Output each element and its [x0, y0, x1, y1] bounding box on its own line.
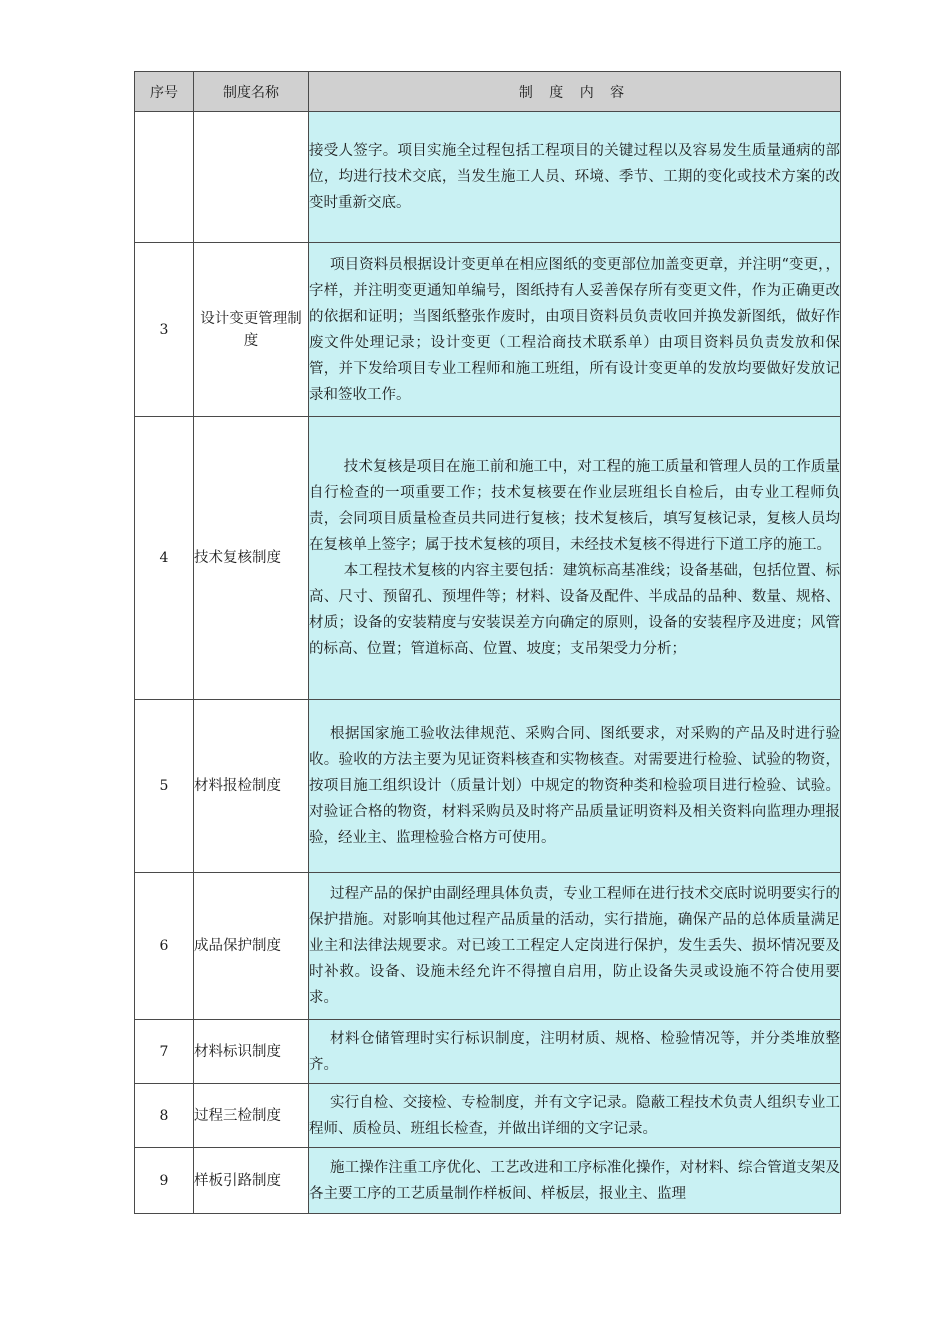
content-paragraph: 根据国家施工验收法律规范、采购合同、图纸要求，对采购的产品及时进行验收。验收的方法主要为见证资料核查和实物核查。对需要进行检验、试验的物资，按项目施工组织设计（质量计划）中规定的物资种类和检验项目进行检验、试验。对验证合格的物资，材料采购员及时将产品质量证明资料及相关资料向监理办理报验，经业主、监理检验合格方可使用。 [309, 726, 840, 846]
content-paragraph: 本工程技术复核的内容主要包括：建筑标高基准线；设备基础，包括位置、标高、尺寸、预留孔、预埋件等；材料、设备及配件、半成品的品种、数量、规格、材质；设备的安装精度与安装误差方向确定的原则，设备的安装程序及进度；风管的标高、位置；管道标高、位置、坡度；支吊架受力分析； [309, 563, 840, 657]
regulation-content [309, 243, 841, 417]
content-paragraph: 施工操作注重工序优化、工艺改进和工序标准化操作，对材料、综合管道支架及各主要工序的工艺质量制作样板间、样板层，报业主、监理 [309, 1159, 840, 1202]
table-row [135, 1084, 841, 1148]
row-number: 8 [135, 1084, 194, 1148]
regulation-content [309, 700, 841, 873]
table-row [135, 1020, 841, 1084]
row-number: 3 [135, 243, 194, 417]
table-row [135, 1148, 841, 1214]
regulation-name: 材料标识制度 [194, 1020, 309, 1084]
content-paragraph: 实行自检、交接检、专检制度，并有文字记录。隐蔽工程技术负责人组织专业工程师、质检员、班组长检查，并做出详细的文字记录。 [309, 1094, 840, 1137]
table-row [135, 873, 841, 1020]
row-number: 9 [135, 1148, 194, 1214]
row-number [135, 112, 194, 243]
row-number: 7 [135, 1020, 194, 1084]
content-paragraph: 材料仓储管理时实行标识制度，注明材质、规格、检验情况等，并分类堆放整齐。 [309, 1030, 840, 1073]
row-number: 4 [135, 417, 194, 700]
regulation-name: 样板引路制度 [194, 1148, 309, 1214]
regulation-name: 设计变更管理制度 [194, 243, 309, 417]
regulation-content [309, 873, 841, 1020]
content-paragraph: 过程产品的保护由副经理具体负责，专业工程师在进行技术交底时说明要实行的保护措施。对影响其他过程产品质量的活动，实行措施，确保产品的总体质量满足业主和法律法规要求。对已竣工工程定人定岗进行保护，发生丢失、损坏情况要及时补救。设备、设施未经允许不得擅自启用，防止设备失灵或设施不符合使用要求。 [309, 886, 840, 1006]
regulation-name: 过程三检制度 [194, 1084, 309, 1148]
regulation-content [309, 1084, 841, 1148]
header-no: 序号 [135, 72, 194, 112]
table-row [135, 112, 841, 243]
table-row [135, 417, 841, 700]
regulation-name [194, 112, 309, 243]
header-row [135, 72, 841, 112]
content-paragraph: 项目资料员根据设计变更单在相应图纸的变更部位加盖变更章，并注明“变更，，字样，并注明变更通知单编号，图纸持有人妥善保存所有变更文件，作为正确更改的依据和证明；当图纸整张作废时，由项目资料员负责收回并换发新图纸，做好作废文件处理记录；设计变更（工程洽商技术联系单）由项目资料员负责发放和保管，并下发给项目专业工程师和施工班组，所有设计变更单的发放均要做好发放记录和签收工作。 [309, 256, 840, 403]
content-paragraph: 技术复核是项目在施工前和施工中，对工程的施工质量和管理人员的工作质量自行检查的一项重要工作；技术复核要在作业层班组长自检后，由专业工程师负责，会同项目质量检查员共同进行复核；技术复核后，填写复核记录，复核人员均在复核单上签字；属于技术复核的项目，未经技术复核不得进行下道工序的施工。 [309, 459, 840, 553]
regulation-name: 成品保护制度 [194, 873, 309, 1020]
regulation-name: 技术复核制度 [194, 417, 309, 700]
row-number: 5 [135, 700, 194, 873]
regulation-content [309, 417, 841, 700]
table-row [135, 243, 841, 417]
content-paragraph: 接受人签字。项目实施全过程包括工程项目的关键过程以及容易发生质量通病的部位，均进行技术交底，当发生施工人员、环境、季节、工期的变化或技术方案的改变时重新交底。 [309, 143, 840, 211]
row-number: 6 [135, 873, 194, 1020]
regulation-name: 材料报检制度 [194, 700, 309, 873]
quality-regulations-table [134, 71, 841, 1214]
regulation-content [309, 1148, 841, 1214]
table-row [135, 700, 841, 873]
regulation-content [309, 112, 841, 243]
header-content: 制 度 内 容 [309, 72, 841, 112]
header-name: 制度名称 [194, 72, 309, 112]
regulation-content [309, 1020, 841, 1084]
